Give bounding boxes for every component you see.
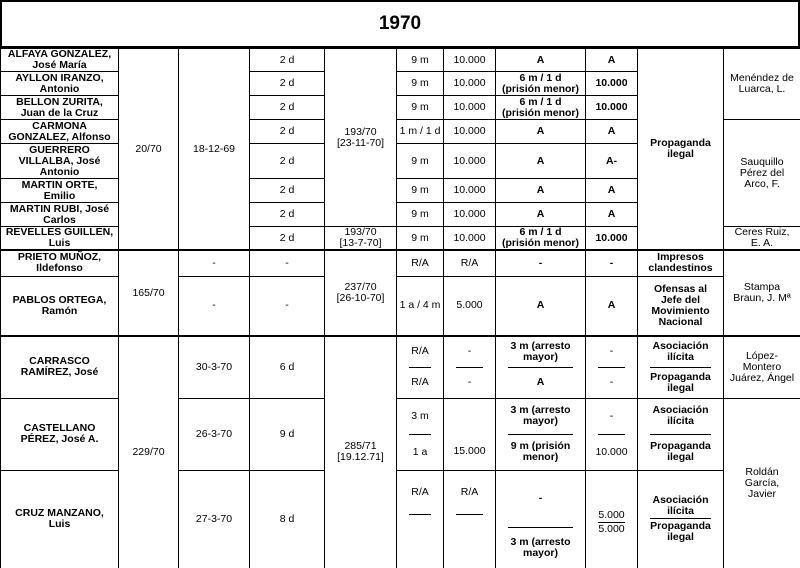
cell-part: [640, 368, 721, 398]
requested-fine: 5.000: [444, 276, 496, 336]
cell-part: [456, 337, 483, 368]
sentence-fine: A-: [586, 144, 638, 179]
sentence-penalty: A: [496, 179, 586, 203]
cell-part: [588, 435, 635, 470]
requested-penalty: [397, 336, 444, 398]
cell-text: R/A: [460, 485, 479, 498]
requested-penalty: [397, 470, 444, 568]
requested-penalty: 1 a / 4 m: [397, 276, 444, 336]
sentence-penalty: A: [496, 276, 586, 336]
sentence-fine: A: [586, 120, 638, 144]
sentence-penalty: A: [496, 144, 586, 179]
requested-fine: 10.000: [444, 49, 496, 72]
records-table: [0, 48, 800, 568]
detention-days: 2 d: [250, 144, 325, 179]
cell-text: 5.000: [598, 523, 625, 535]
sentence-penalty: 6 m / 1 d (prisión menor): [496, 72, 586, 96]
requested-penalty: 1 m / 1 d: [397, 120, 444, 144]
cell-text: Asociación ilícita: [652, 404, 709, 427]
requested-penalty: [397, 398, 444, 470]
sentence-penalty: [496, 470, 586, 568]
cell-part: [456, 471, 483, 516]
detention-days: 2 d: [250, 49, 325, 72]
detention-days: 2 d: [250, 179, 325, 203]
sentence-ref: 193/70 [13-7-70]: [325, 227, 397, 251]
requested-fine: 10.000: [444, 179, 496, 203]
cell-text: 3 m (arresto mayor): [510, 404, 571, 427]
sumario-date: 30-3-70: [179, 336, 250, 398]
cell-part: [409, 471, 431, 516]
cell-text: Asociación ilícita: [652, 339, 709, 363]
cell-text: Propaganda ilegal: [650, 520, 711, 543]
cell-part: [498, 435, 583, 470]
cell-part: [446, 434, 493, 470]
sentence-fine: -: [586, 250, 638, 276]
cell-part: [640, 435, 721, 470]
offense: Propaganda ilegal: [638, 49, 724, 251]
cell-text: A: [536, 376, 545, 389]
cell-text: 3 m (arresto mayor): [510, 535, 571, 559]
detention-days: 2 d: [250, 227, 325, 251]
cell-text: 1 a: [412, 445, 428, 458]
cell-part: [399, 368, 441, 398]
cell-part: [508, 337, 573, 368]
requested-fine: 10.000: [444, 227, 496, 251]
page-title: 1970: [0, 0, 800, 48]
detention-days: -: [250, 276, 325, 336]
sumario-date: 18-12-69: [179, 49, 250, 251]
requested-penalty: 9 m: [397, 203, 444, 227]
requested-fine: R/A: [444, 250, 496, 276]
sentence-ref: 237/70 [26-10-70]: [325, 250, 397, 336]
sumario-number: 165/70: [119, 250, 179, 336]
detention-days: 2 d: [250, 203, 325, 227]
detention-days: 8 d: [250, 470, 325, 568]
offense: Ofensas al Jefe del Movimiento Nacional: [638, 276, 724, 336]
detention-days: 2 d: [250, 72, 325, 96]
sentence-fine: A: [586, 49, 638, 72]
sentence-fine: A: [586, 276, 638, 336]
sentence-penalty: A: [496, 120, 586, 144]
sentence-fine: [586, 336, 638, 398]
defendant-name: CRUZ MANZANO, Luis: [1, 470, 119, 568]
defendant-name: ALFAYA GONZALEZ, José María: [1, 49, 119, 72]
sentence-penalty: [496, 336, 586, 398]
requested-fine: [444, 398, 496, 470]
sentence-fine: A: [586, 203, 638, 227]
table-row: [1, 49, 800, 72]
cell-part: [409, 399, 431, 435]
requested-penalty: 9 m: [397, 227, 444, 251]
requested-fine: 10.000: [444, 203, 496, 227]
sumario-date: -: [179, 250, 250, 276]
cell-part: [650, 493, 711, 519]
cell-text: -: [609, 345, 614, 358]
requested-penalty: 9 m: [397, 96, 444, 120]
sentence-penalty: 6 m / 1 d (prisión menor): [496, 227, 586, 251]
sentence-fine: 10.000: [586, 72, 638, 96]
sentence-penalty: [496, 398, 586, 470]
requested-penalty: 9 m: [397, 144, 444, 179]
cell-text: -: [467, 376, 472, 389]
cell-part: [409, 337, 431, 368]
offense: [638, 470, 724, 568]
cell-text: -: [538, 492, 543, 504]
requested-fine: [444, 336, 496, 398]
lawyer: López- Montero Juárez, Ángel: [724, 336, 800, 398]
offense: [638, 336, 724, 398]
defendant-name: MARTIN ORTE, Emilio: [1, 179, 119, 203]
sumario-date: 26-3-70: [179, 398, 250, 470]
sentence-ref: 285/71 [19.12.71]: [325, 336, 397, 568]
offense: [638, 398, 724, 470]
lawyer: Stampa Braun, J. Mª: [724, 250, 800, 336]
sumario-date: 27-3-70: [179, 470, 250, 568]
cell-part: [640, 519, 721, 545]
sumario-number: 20/70: [119, 49, 179, 251]
defendant-name: AYLLON IRANZO, Antonio: [1, 72, 119, 96]
requested-penalty: 9 m: [397, 49, 444, 72]
lawyer: Menéndez de Luarca, L.: [724, 49, 800, 120]
sentence-fine: A: [586, 179, 638, 203]
defendant-name: BELLON ZURITA, Juan de la Cruz: [1, 96, 119, 120]
detention-days: 6 d: [250, 336, 325, 398]
sentence-fine: [586, 398, 638, 470]
requested-fine: [444, 470, 496, 568]
offense: Impresos clandestinos: [638, 250, 724, 276]
requested-penalty: R/A: [397, 250, 444, 276]
defendant-name: REVELLES GUILLEN, Luis: [1, 227, 119, 251]
detention-days: -: [250, 250, 325, 276]
cell-text: -: [609, 409, 614, 422]
requested-fine: 10.000: [444, 120, 496, 144]
cell-text: 5.000: [598, 508, 625, 521]
sentence-fine: [586, 470, 638, 568]
defendant-name: PRIETO MUÑOZ, Ildefonso: [1, 250, 119, 276]
cell-text: 3 m (arresto mayor): [510, 339, 571, 363]
cell-part: [588, 368, 635, 398]
cell-text: -: [467, 345, 472, 358]
sumario-number: 229/70: [119, 336, 179, 568]
cell-text: -: [609, 376, 614, 389]
table-row: [1, 250, 800, 276]
cell-part: [508, 527, 573, 568]
requested-fine: 10.000: [444, 144, 496, 179]
detention-days: 9 d: [250, 398, 325, 470]
detention-days: 2 d: [250, 120, 325, 144]
cell-part: [446, 368, 493, 398]
table-row: [1, 336, 800, 398]
cell-text: R/A: [411, 485, 429, 498]
sentence-ref: 193/70 [23-11-70]: [325, 49, 397, 227]
cell-text: Propaganda ilegal: [650, 440, 711, 463]
lawyer: Sauquillo Pérez del Arco, F.: [724, 120, 800, 227]
cell-part: [650, 337, 711, 368]
sumario-date: -: [179, 276, 250, 336]
requested-penalty: 9 m: [397, 72, 444, 96]
defendant-name: CARRASCO RAMÍREZ, José: [1, 336, 119, 398]
cell-part: [598, 399, 625, 435]
cell-part: [508, 399, 573, 435]
sentence-penalty: A: [496, 203, 586, 227]
sentence-fine: 10.000: [586, 227, 638, 251]
requested-fine: 10.000: [444, 72, 496, 96]
cell-text: Asociación ilícita: [652, 493, 709, 517]
sentence-fine: 10.000: [586, 96, 638, 120]
sentence-penalty: -: [496, 250, 586, 276]
cell-text: Propaganda ilegal: [650, 370, 711, 394]
defendant-name: MARTIN RUBI, José Carlos: [1, 203, 119, 227]
requested-penalty: 9 m: [397, 179, 444, 203]
defendant-name: GUERRERO VILLALBA, José Antonio: [1, 144, 119, 179]
cell-part: [650, 399, 711, 435]
sentence-penalty: 6 m / 1 d (prisión menor): [496, 96, 586, 120]
cell-part: [598, 337, 625, 368]
cell-text: 10.000: [595, 445, 628, 458]
defendant-name: PABLOS ORTEGA, Ramón: [1, 276, 119, 336]
defendant-name: CASTELLANO PÉREZ, José A.: [1, 398, 119, 470]
cell-text: 9 m (prisión menor): [510, 440, 571, 463]
cell-text: R/A: [411, 376, 429, 389]
lawyer: Roldán García, Javier: [724, 398, 800, 568]
cell-text: 15.000: [453, 445, 486, 458]
cell-part: [588, 523, 635, 537]
requested-fine: 10.000: [444, 96, 496, 120]
defendant-name: CARMONA GONZALEZ, Alfonso: [1, 120, 119, 144]
cell-part: [498, 471, 583, 527]
cell-text: 3 m: [411, 409, 429, 422]
detention-days: 2 d: [250, 96, 325, 120]
cell-part: [598, 509, 625, 523]
sentence-penalty: A: [496, 49, 586, 72]
cell-part: [399, 435, 441, 470]
cell-text: R/A: [411, 345, 429, 358]
cell-part: [498, 368, 583, 398]
lawyer: Ceres Ruiz, E. A.: [724, 227, 800, 251]
